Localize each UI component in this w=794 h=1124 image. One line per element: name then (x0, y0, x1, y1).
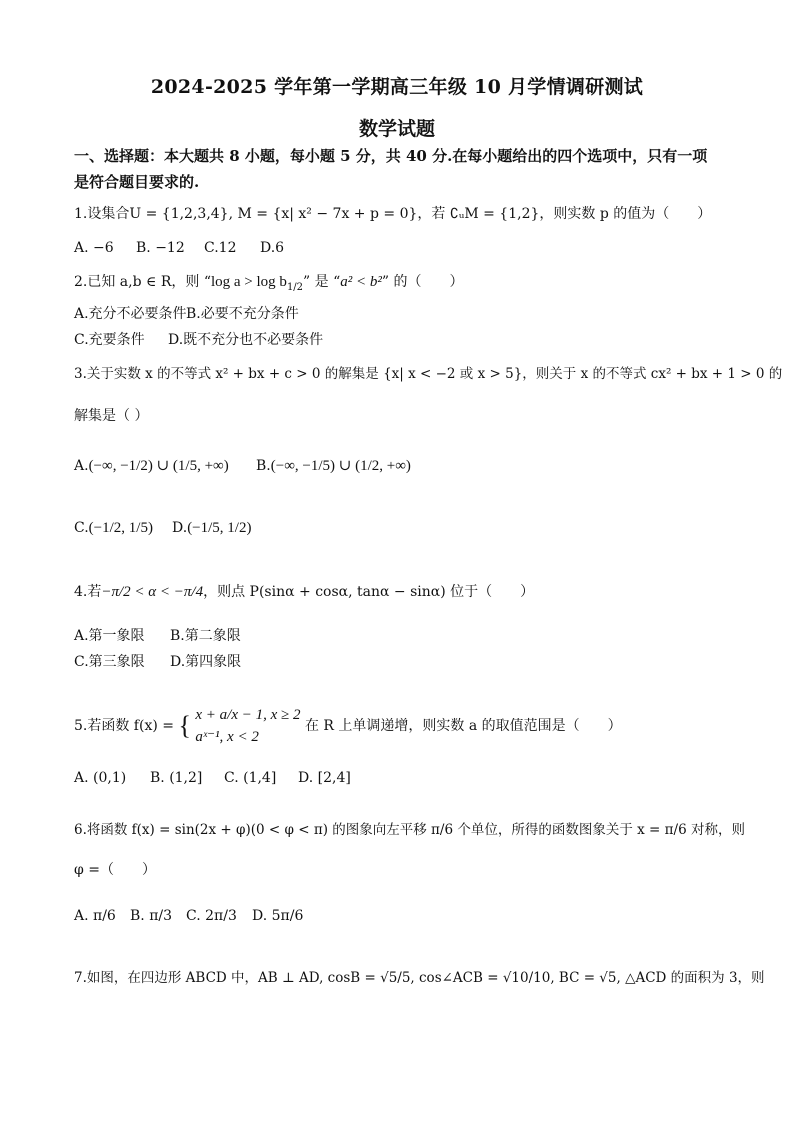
q2-suffix: ” 的（ ） (381, 274, 464, 290)
q6-option-b: B. π/3 (130, 908, 173, 924)
question-3-stem: 3.关于实数 x 的不等式 x² + bx + c > 0 的解集是 {x| x < −2 或 x > 5}，则关于 x 的不等式 cx² + bx + 1 > 0 的 (74, 366, 783, 382)
q1-option-c: C.12 (204, 240, 237, 256)
q2-option-d: D.既不充分也不必要条件 (168, 332, 324, 348)
q1-option-d: D.6 (260, 240, 285, 256)
q2-option-c: C.充要条件 (74, 332, 145, 348)
q3-option-b (256, 456, 411, 476)
q4-angle-range: −π/2 < α < −π/4 (101, 584, 204, 600)
q6-option-c: C. 2π/3 (186, 908, 237, 924)
question-7-stem: 7.如图，在四边形 ABCD 中，AB ⊥ AD, cosB = √5/5, cos∠ACB = √10/10, BC = √5, △ACD 的面积为 3，则 (74, 970, 765, 986)
q5-option-d: D. [2,4] (298, 770, 351, 786)
q2-log-base: 1/2 (286, 281, 304, 293)
q4-option-c: C.第三象限 (74, 654, 145, 670)
q3-option-d-label: D. (172, 520, 188, 536)
q5-option-a: A. (0,1) (74, 770, 127, 786)
q1-option-b: B. −12 (136, 240, 185, 256)
section-heading: 一、选择题：本大题共 8 小题，每小题 5 分，共 40 分.在每小题给出的四个选项中，只有一项 (74, 147, 708, 165)
question-5-stem (74, 704, 622, 748)
q5-brace: { (178, 711, 191, 740)
q5-prefix: 5.若函数 f(x) = (74, 718, 174, 734)
q4-option-a: A.第一象限 (74, 628, 145, 644)
q6-option-a: A. π/6 (74, 908, 116, 924)
q4-prefix: 4.若 (74, 584, 102, 600)
q4-option-b: B.第二象限 (170, 628, 241, 644)
q3-option-b-label: B. (256, 458, 271, 474)
q2-option-b: B.必要不充分条件 (186, 306, 299, 322)
question-6-stem: 6.将函数 f(x) = sin(2x + φ)(0 < φ < π) 的图象向左平移 π/6 个单位，所得的函数图象关于 x = π/6 对称，则 (74, 822, 745, 838)
q5-option-c: C. (1,4] (224, 770, 277, 786)
q5-option-b: B. (1,2] (150, 770, 203, 786)
q3-option-c-text: (−1/2, 1/5) (88, 520, 153, 536)
q3-option-a-label: A. (74, 458, 89, 474)
q2-log-inequality: log a > log b (210, 274, 287, 290)
q2-prefix: 2.已知 a,b ∈ R，则 “ (74, 274, 211, 290)
exam-title: 2024-2025 学年第一学期高三年级 10 月学情调研测试 (150, 76, 644, 98)
q3-option-c (74, 518, 153, 538)
exam-subtitle: 数学试题 (358, 118, 435, 140)
q5-piecewise (195, 704, 300, 748)
q2-mid: ” 是 “ (303, 274, 341, 290)
q2-option-a: A.充分不必要条件 (74, 306, 187, 322)
q5-suffix: 在 R 上单调递增，则实数 a 的取值范围是（ ） (304, 718, 622, 734)
q3-option-d (172, 518, 251, 538)
q4-suffix: ，则点 P(sinα + cosα, tanα − sinα) 位于（ ） (203, 584, 535, 600)
q4-option-d: D.第四象限 (170, 654, 242, 670)
q5-case-2: aˣ⁻¹, x < 2 (195, 729, 259, 745)
q3-option-a-text: (−∞, −1/2) ∪ (1/5, +∞) (88, 458, 229, 474)
question-4-stem (74, 582, 534, 602)
section-heading-cont: 是符合题目要求的. (74, 173, 200, 191)
q3-option-c-label: C. (74, 520, 89, 536)
q3-option-d-text: (−1/5, 1/2) (187, 520, 252, 536)
q2-square-inequality: a² < b² (340, 274, 382, 290)
question-1-stem: 1.设集合U = {1,2,3,4}, M = {x| x² − 7x + p = 0}，若 ∁ᵤM = {1,2}，则实数 p 的值为（ ） (74, 206, 712, 222)
q6-option-d: D. 5π/6 (252, 908, 304, 924)
q1-option-a: A. −6 (74, 240, 114, 256)
q3-option-a (74, 456, 229, 476)
question-3-stem-cont: 解集是（ ） (74, 408, 149, 424)
question-2-stem (74, 272, 463, 298)
question-6-stem-cont: φ =（ ） (74, 862, 156, 878)
q5-case-1: x + a/x − 1, x ≥ 2 (195, 707, 301, 723)
q3-option-b-text: (−∞, −1/5) ∪ (1/2, +∞) (270, 458, 411, 474)
